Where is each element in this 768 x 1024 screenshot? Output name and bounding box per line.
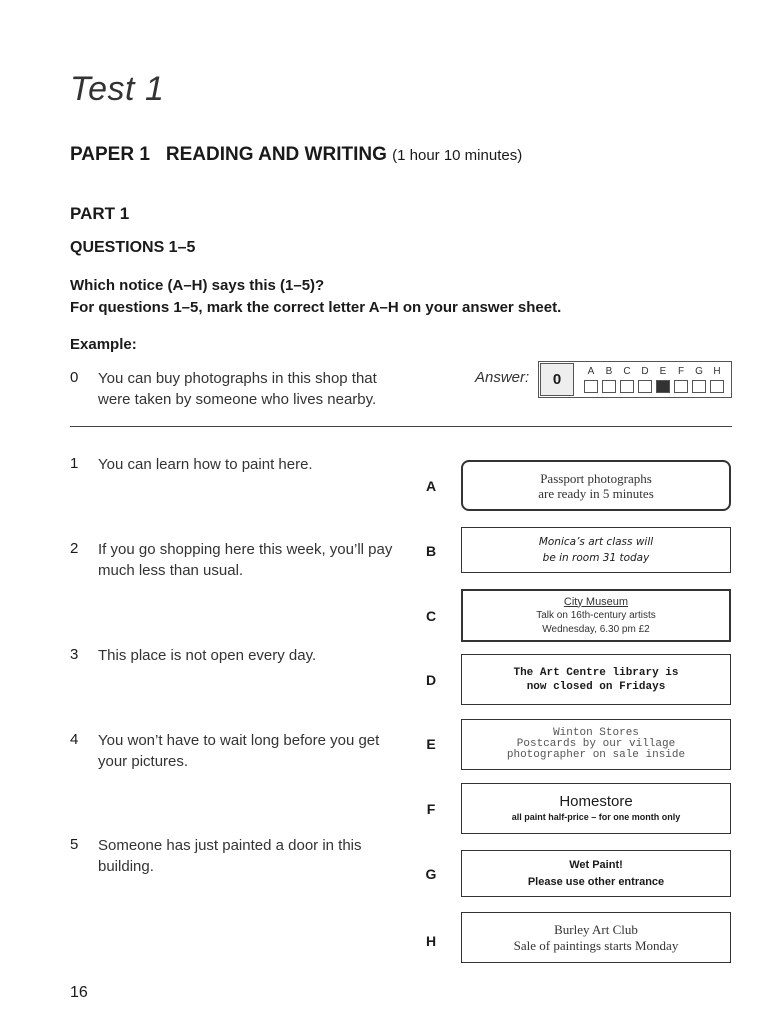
notice-e [461, 719, 731, 770]
notice-letter: C [425, 608, 437, 624]
answer-option-e [655, 366, 671, 393]
answer-option-box [710, 380, 724, 393]
question-text: Someone has just painted a door in this building. [98, 837, 362, 875]
notice-h [461, 912, 731, 963]
questions-range: QUESTIONS 1–5 [70, 239, 196, 256]
answer-option-letter: C [623, 366, 631, 377]
example-text: You can buy photographs in this shop that were taken by someone who lives nearby. [98, 370, 377, 408]
answer-option-box [584, 380, 598, 393]
paper-duration: (1 hour 10 minutes) [392, 147, 523, 164]
notice-a [461, 460, 731, 511]
notice-line: photographer on sale inside [506, 749, 686, 761]
notice-line: Please use other entrance [527, 875, 665, 888]
notice-letter: G [425, 866, 437, 882]
answer-option-letter: G [695, 366, 703, 377]
notice-line: City Museum [563, 595, 629, 608]
answer-option-box [656, 380, 670, 393]
answer-option-d [637, 366, 653, 393]
notice-letter: B [425, 543, 437, 559]
answer-option-g [691, 366, 707, 393]
question-number: 4 [70, 731, 79, 748]
answer-option-box [692, 380, 706, 393]
notice-line: are ready in 5 minutes [538, 485, 654, 501]
answer-option-c [619, 366, 635, 393]
notice-line: Burley Art Club [554, 921, 638, 937]
answer-option-h [709, 366, 725, 393]
notice-letter: E [426, 736, 436, 752]
example-label: Example: [70, 336, 137, 353]
answer-option-letter: F [677, 366, 685, 377]
notice-line: Wednesday, 6.30 pm £2 [542, 623, 650, 635]
notice-b [461, 527, 731, 573]
answer-option-letter: D [641, 366, 649, 377]
question-text: If you go shopping here this week, you’ll pay much less than usual. [98, 541, 393, 579]
instruction-line: Which notice (A–H) says this (1–5)? [70, 277, 325, 294]
answer-sheet-example [538, 361, 732, 398]
question-number: 5 [70, 836, 79, 853]
notice-letter: A [425, 478, 437, 494]
instruction-line: For questions 1–5, mark the correct letter A–H on your answer sheet. [70, 299, 562, 316]
notice-line: Postcards by our village [516, 738, 676, 750]
question-text: This place is not open every day. [98, 647, 317, 664]
notice-g [461, 850, 731, 897]
answer-number: 0 [540, 363, 574, 396]
answer-option-letter: B [605, 366, 613, 377]
notice-letter: D [425, 672, 437, 688]
question-number: 1 [70, 455, 79, 472]
notice-line: Sale of paintings starts Monday [513, 937, 679, 953]
answer-option-letter: H [713, 366, 721, 377]
notice-line: Talk on 16th-century artists [536, 609, 656, 621]
answer-option-box [638, 380, 652, 393]
question-number: 3 [70, 646, 79, 663]
example-number: 0 [70, 369, 79, 386]
answer-option-letter: E [659, 366, 667, 377]
answer-option-box [602, 380, 616, 393]
notice-line: Winton Stores [553, 727, 639, 739]
answer-option-box [674, 380, 688, 393]
notice-letter: H [425, 933, 437, 949]
answer-option-b [601, 366, 617, 393]
divider [70, 426, 732, 427]
notice-line: all paint half-price – for one month only [511, 812, 681, 822]
page-number: 16 [70, 984, 88, 1001]
notice-line: be in room 31 today [542, 552, 650, 564]
notice-letter: F [426, 801, 436, 817]
paper-heading [70, 144, 522, 166]
notice-line: Homestore [559, 793, 633, 810]
question-text: You can learn how to paint here. [98, 456, 313, 473]
part-heading: PART 1 [70, 204, 130, 223]
paper-label: PAPER 1 [70, 144, 150, 165]
notice-line: Wet Paint! [569, 858, 623, 871]
notice-d [461, 654, 731, 705]
notice-c [461, 589, 731, 642]
paper-title: READING AND WRITING [165, 144, 387, 165]
answer-option-box [620, 380, 634, 393]
answer-option-letter: A [587, 366, 595, 377]
instructions [70, 275, 561, 319]
test-title: Test 1 [70, 70, 165, 108]
question-number: 2 [70, 540, 79, 557]
notice-line: Monica’s art class will [538, 536, 654, 548]
notice-line: now closed on Fridays [526, 680, 666, 693]
answer-option-a [583, 366, 599, 393]
answer-option-f [673, 366, 689, 393]
notice-f [461, 783, 731, 834]
answer-label: Answer: [475, 369, 530, 386]
notice-line: Passport photographs [540, 470, 652, 486]
notice-line: The Art Centre library is [513, 666, 679, 679]
question-text: You won’t have to wait long before you get your pictures. [98, 732, 380, 770]
